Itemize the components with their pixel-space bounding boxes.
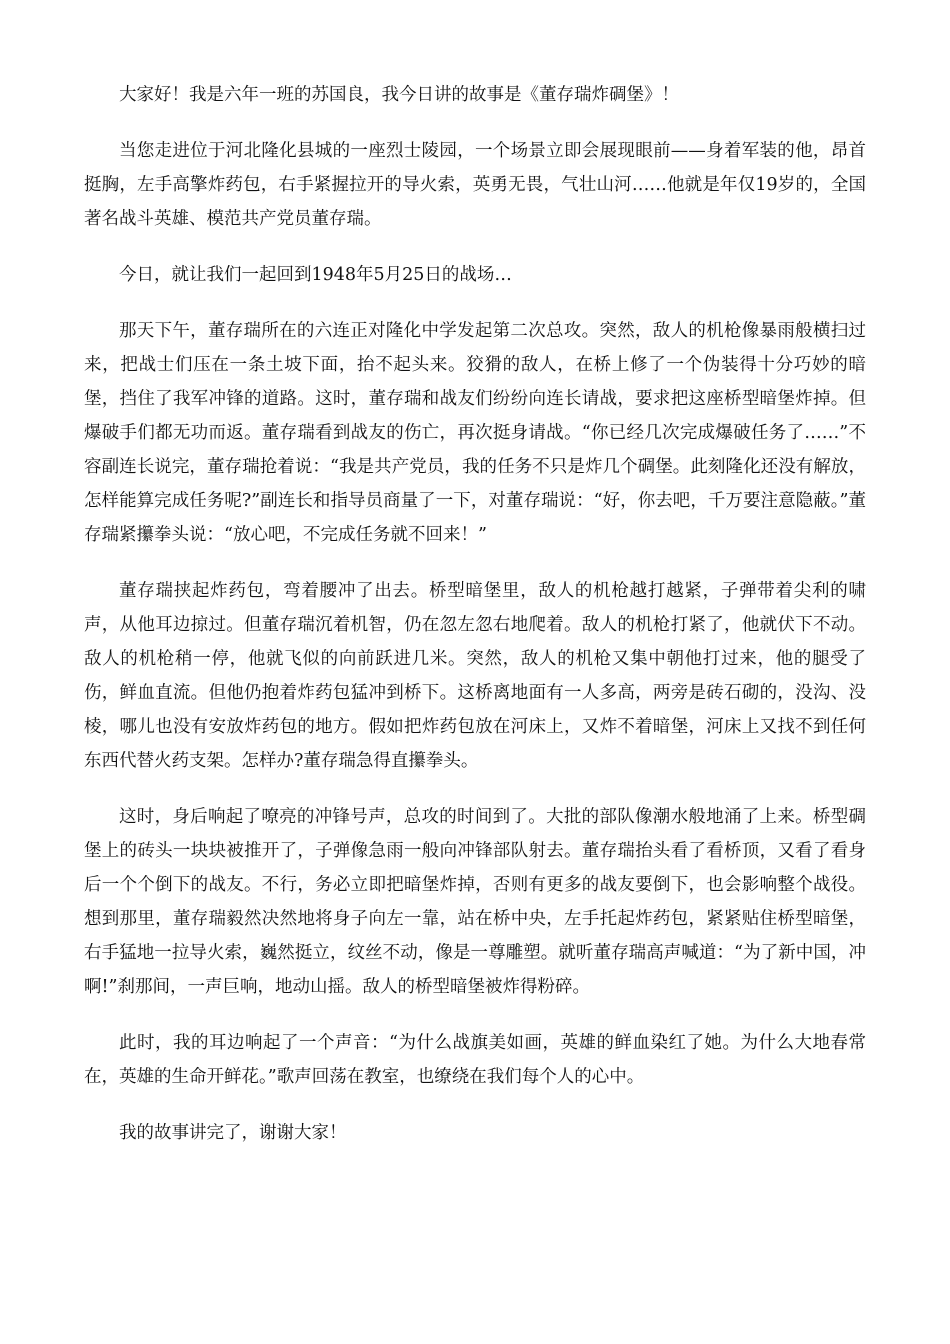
document-body [84,78,866,1172]
paragraph-song: 此时，我的耳边响起了一个声音：“为什么战旗美如画，英雄的鲜血染红了她。为什么大地春常在，英雄的生命开鲜花。”歌声回荡在教室，也缭绕在我们每个人的心中。 [84,1033,866,1087]
paragraph-date: 今日，就让我们一起回到1948年5月25日的战场… [119,265,512,285]
paragraph-advance: 董存瑞挟起炸药包，弯着腰冲了出去。桥型暗堡里，敌人的机枪越打越紧，子弹带着尖利的啸声，从他耳边掠过。但董存瑞沉着机智，仍在忽左忽右地爬着。敌人的机枪打紧了，他就伏下不动。敌人的机枪稍一停，他就飞似的向前跃进几米。突然，敌人的机枪又集中朝他打过来，他的腿受了伤，鲜血直流。但他仍抱着炸药包猛冲到桥下。这桥离地面有一人多高，两旁是砖石砌的，没沟、没棱，哪儿也没有安放炸药包的地方。假如把炸药包放在河床上，又炸不着暗堡，河床上又找不到任何东西代替火药支架。怎样办?董存瑞急得直攥拳头。 [84,581,866,771]
paragraph-closing: 我的故事讲完了，谢谢大家！ [119,1123,347,1143]
paragraph-greeting: 大家好！我是六年一班的苏国良，我今日讲的故事是《董存瑞炸碉堡》！ [119,85,679,105]
paragraph-attack: 那天下午，董存瑞所在的六连正对隆化中学发起第二次总攻。突然，敌人的机枪像暴雨般横扫过来，把战士们压在一条土坡下面，抬不起头来。狡猾的敌人，在桥上修了一个伪装得十分巧妙的暗堡，挡住了我军冲锋的道路。这时，董存瑞和战友们纷纷向连长请战，要求把这座桥型暗堡炸掉。但爆破手们都无功而返。董存瑞看到战友的伤亡，再次挺身请战。“你已经几次完成爆破任务了……”不容副连长说完，董存瑞抢着说：“我是共产党员，我的任务不只是炸几个碉堡。此刻隆化还没有解放，怎样能算完成任务呢?”副连长和指导员商量了一下，对董存瑞说：“好，你去吧，千万要注意隐蔽。”董存瑞紧攥拳头说：“放心吧，不完成任务就不回来！” [84,321,866,545]
paragraph-memorial: 当您走进位于河北隆化县城的一座烈士陵园，一个场景立即会展现眼前——身着军装的他，昂首挺胸，左手高擎炸药包，右手紧握拉开的导火索，英勇无畏，气壮山河……他就是年仅19岁的，全国著名战斗英雄、模范共产党员董存瑞。 [84,141,866,229]
paragraph-sacrifice: 这时，身后响起了嘹亮的冲锋号声，总攻的时间到了。大批的部队像潮水般地涌了上来。桥型碉堡上的砖头一块块被推开了，子弹像急雨一般向冲锋部队射去。董存瑞抬头看了看桥顶，又看了看身后一个个倒下的战友。不行，务必立即把暗堡炸掉，否则有更多的战友要倒下，也会影响整个战役。想到那里，董存瑞毅然决然地将身子向左一靠，站在桥中央，左手托起炸药包，紧紧贴住桥型暗堡，右手猛地一拉导火索，巍然挺立，纹丝不动，像是一尊雕塑。就听董存瑞高声喊道：“为了新中国，冲啊!”刹那间，一声巨响，地动山摇。敌人的桥型暗堡被炸得粉碎。 [84,807,866,997]
